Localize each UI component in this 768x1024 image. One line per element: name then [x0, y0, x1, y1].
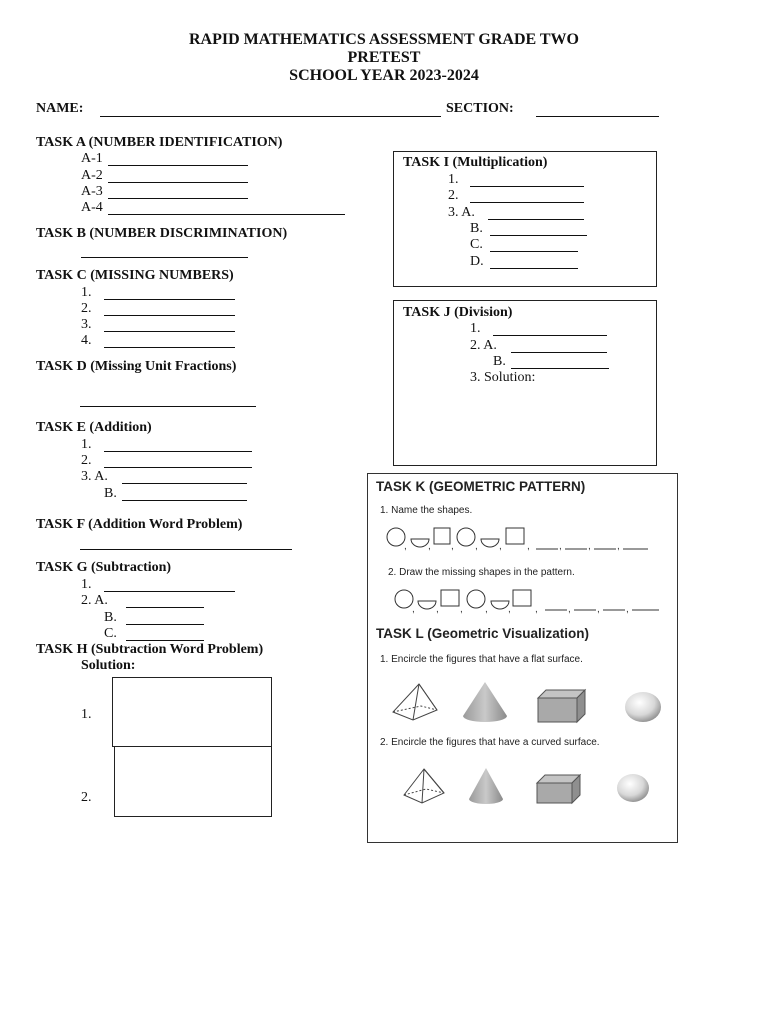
task-j-item: 3. Solution: — [470, 370, 536, 385]
task-a-answer-line[interactable] — [108, 182, 248, 183]
task-i-item: C. — [470, 237, 483, 252]
task-i-item: B. — [470, 221, 483, 236]
task-e-answer-line[interactable] — [122, 483, 247, 484]
svg-text:,: , — [626, 604, 629, 615]
pattern-row-2 — [392, 586, 664, 616]
svg-text:,: , — [588, 541, 591, 552]
task-h-item: 2. — [81, 790, 92, 805]
section-field[interactable] — [536, 116, 659, 117]
semicircle-shape-icon — [418, 601, 436, 609]
solids-row-1 — [385, 680, 665, 730]
task-i-answer-line[interactable] — [490, 268, 578, 269]
task-h-item: 1. — [81, 707, 92, 722]
svg-text:,: , — [485, 604, 488, 615]
task-c-answer-line[interactable] — [104, 299, 235, 300]
task-c-item: 2. — [81, 301, 92, 316]
title-line-2: PRETEST — [347, 49, 421, 66]
task-a-answer-line[interactable] — [108, 198, 248, 199]
semicircle-shape-icon — [481, 539, 499, 547]
task-i-item: 3. A. — [448, 205, 475, 220]
square-shape-icon — [441, 590, 459, 606]
svg-text:,: , — [460, 604, 463, 615]
task-a-item: A-3 — [81, 184, 103, 199]
circle-shape-icon — [457, 528, 475, 546]
svg-text:,: , — [527, 541, 530, 552]
task-c-answer-line[interactable] — [104, 315, 235, 316]
task-a-answer-line[interactable] — [108, 165, 248, 166]
task-i-heading: TASK I (Multiplication) — [403, 155, 548, 170]
task-j-answer-line[interactable] — [493, 335, 607, 336]
title-line-3: SCHOOL YEAR 2023-2024 — [289, 67, 479, 84]
task-d-answer-line[interactable] — [80, 406, 256, 407]
sphere-icon — [625, 692, 661, 722]
task-e-answer-line[interactable] — [104, 467, 252, 468]
task-j-item: 2. A. — [470, 338, 497, 353]
square-shape-icon — [434, 528, 450, 544]
task-h-heading: TASK H (Subtraction Word Problem) — [36, 642, 264, 657]
task-a-item: A-1 — [81, 151, 103, 166]
task-g-item: 2. A. — [81, 593, 108, 608]
svg-text:,: , — [428, 541, 431, 552]
task-j-answer-line[interactable] — [511, 352, 607, 353]
name-field[interactable] — [100, 116, 441, 117]
cone-icon — [469, 768, 503, 804]
task-i-answer-line[interactable] — [470, 186, 584, 187]
task-e-answer-line[interactable] — [122, 500, 247, 501]
task-e-item: B. — [104, 486, 117, 501]
rectangular-prism-icon — [537, 775, 580, 803]
task-a-answer-line[interactable] — [108, 214, 345, 215]
sphere-icon — [617, 774, 649, 802]
task-h-solution-box-1[interactable] — [112, 677, 272, 747]
circle-shape-icon — [387, 528, 405, 546]
task-j-heading: TASK J (Division) — [403, 305, 513, 320]
task-l-question-2: 2. Encircle the figures that have a curved surface. — [380, 737, 600, 748]
task-d-heading: TASK D (Missing Unit Fractions) — [36, 359, 237, 374]
pattern-row-1 — [384, 522, 656, 552]
task-i-answer-line[interactable] — [490, 251, 578, 252]
svg-text:,: , — [404, 541, 407, 552]
task-g-item: C. — [104, 626, 117, 641]
task-h-solution-label: Solution: — [81, 658, 136, 673]
task-h-solution-box-2[interactable] — [114, 746, 272, 817]
semicircle-shape-icon — [411, 539, 429, 547]
svg-text:,: , — [535, 604, 538, 615]
circle-shape-icon — [395, 590, 413, 608]
rectangular-prism-icon — [538, 690, 585, 722]
task-i-answer-line[interactable] — [490, 235, 587, 236]
svg-text:,: , — [508, 604, 511, 615]
task-i-answer-line[interactable] — [470, 202, 584, 203]
task-f-answer-line[interactable] — [80, 549, 292, 550]
task-c-answer-line[interactable] — [104, 347, 235, 348]
task-e-answer-line[interactable] — [104, 451, 252, 452]
square-shape-icon — [506, 528, 524, 544]
task-i-answer-line[interactable] — [488, 219, 584, 220]
svg-text:,: , — [451, 541, 454, 552]
task-g-answer-line[interactable] — [126, 607, 204, 608]
task-e-item: 1. — [81, 437, 92, 452]
task-e-item: 2. — [81, 453, 92, 468]
svg-text:,: , — [436, 604, 439, 615]
task-l-question-1: 1. Encircle the figures that have a flat surface. — [380, 654, 583, 665]
task-j-answer-line[interactable] — [511, 368, 609, 369]
task-i-item: D. — [470, 254, 484, 269]
task-c-answer-line[interactable] — [104, 331, 235, 332]
task-j-item: B. — [493, 354, 506, 369]
task-g-item: B. — [104, 610, 117, 625]
circle-shape-icon — [467, 590, 485, 608]
pyramid-icon — [393, 684, 437, 720]
cone-icon — [463, 682, 507, 722]
task-i-item: 2. — [448, 188, 459, 203]
task-c-heading: TASK C (MISSING NUMBERS) — [36, 268, 234, 283]
semicircle-shape-icon — [491, 601, 509, 609]
task-e-item: 3. A. — [81, 469, 108, 484]
svg-text:,: , — [475, 541, 478, 552]
svg-text:,: , — [499, 541, 502, 552]
svg-text:,: , — [559, 541, 562, 552]
task-g-item: 1. — [81, 577, 92, 592]
svg-text:,: , — [568, 604, 571, 615]
task-g-answer-line[interactable] — [104, 591, 235, 592]
task-g-heading: TASK G (Subtraction) — [36, 560, 172, 575]
task-i-item: 1. — [448, 172, 459, 187]
task-b-heading: TASK B (NUMBER DISCRIMINATION) — [36, 226, 288, 241]
svg-text:,: , — [412, 604, 415, 615]
title-line-1: RAPID MATHEMATICS ASSESSMENT GRADE TWO — [189, 31, 579, 48]
pyramid-icon — [404, 769, 444, 803]
task-l-heading: TASK L (Geometric Visualization) — [376, 626, 590, 641]
task-k-question-1: 1. Name the shapes. — [380, 505, 473, 516]
task-e-heading: TASK E (Addition) — [36, 420, 152, 435]
task-a-item: A-4 — [81, 200, 103, 215]
task-a-heading: TASK A (NUMBER IDENTIFICATION) — [36, 135, 283, 150]
name-label: NAME: — [36, 101, 84, 116]
task-c-item: 4. — [81, 333, 92, 348]
task-c-item: 3. — [81, 317, 92, 332]
task-g-answer-line[interactable] — [126, 640, 204, 641]
square-shape-icon — [513, 590, 531, 606]
task-k-question-2: 2. Draw the missing shapes in the pattern. — [388, 567, 575, 578]
task-b-answer-line[interactable] — [81, 257, 248, 258]
task-k-heading: TASK K (GEOMETRIC PATTERN) — [376, 479, 586, 494]
task-c-item: 1. — [81, 285, 92, 300]
svg-text:,: , — [617, 541, 620, 552]
task-f-heading: TASK F (Addition Word Problem) — [36, 517, 243, 532]
task-j-item: 1. — [470, 321, 481, 336]
section-label: SECTION: — [446, 101, 514, 116]
solids-row-2 — [400, 765, 660, 810]
task-g-answer-line[interactable] — [126, 624, 204, 625]
task-a-item: A-2 — [81, 168, 103, 183]
svg-text:,: , — [597, 604, 600, 615]
